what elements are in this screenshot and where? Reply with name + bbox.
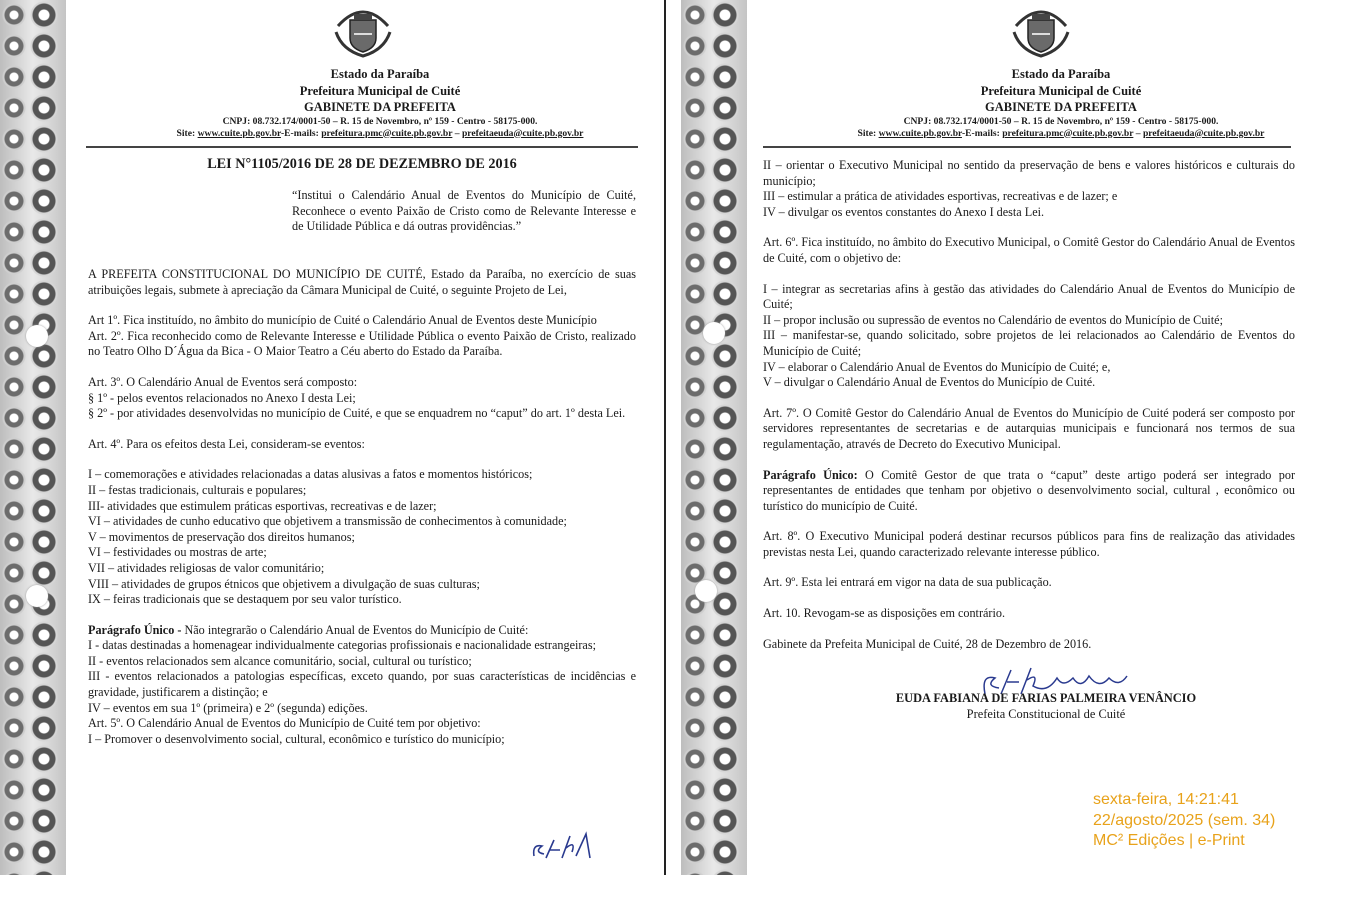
header-prefecture: Prefeitura Municipal de Cuité	[980, 83, 1142, 98]
article: Art. 6º. Fica instituído, no âmbito do Executivo Municipal, o Comitê Gestor do Calendário Anual de Eventos de Cuité, com o objetivo de:	[763, 235, 1295, 265]
header-prefecture: Prefeitura Municipal de Cuité	[299, 83, 461, 98]
list-item: IX – feiras tradicionais que se destaquem por seu valor turístico.	[88, 592, 402, 607]
document-header	[80, 66, 664, 140]
article: Art 1º. Fica instituído, no âmbito do município de Cuité o Calendário Anual de Eventos deste Município	[88, 313, 597, 328]
list-item: IV – elaborar o Calendário Anual de Eventos do Município de Cuité; e,	[763, 359, 1111, 374]
law-ementa: “Institui o Calendário Anual de Eventos do Município de Cuité, Reconhece o evento Paixão de Cristo como de Relevante Interesse e de Utilidade Pública e dá outras providências.”	[292, 188, 636, 234]
article: Art. 5º. O Calendário Anual de Eventos do Município de Cuité tem por objetivo:	[88, 716, 481, 731]
list-item: V – divulgar o Calendário Anual de Eventos do Município de Cuité.	[763, 375, 1096, 390]
list-item: I – integrar as secretarias afins à gestão das atividades do Calendário Anual de Eventos do Município de Cuité;	[763, 281, 1295, 312]
list-item: II - eventos relacionados sem alcance comunitário, social, cultural ou turístico;	[88, 653, 472, 668]
stamp-date: 22/agosto/2025 (sem. 34)	[1093, 811, 1276, 829]
law-title: LEI N°1105/2016 DE 28 DE DEZEMBRO DE 2016	[207, 156, 517, 172]
email-link[interactable]: prefeitura.pmc@cuite.pb.gov.br	[1002, 127, 1134, 139]
email-separator: –	[1135, 127, 1141, 139]
list-item: I – comemorações e atividades relacionadas a datas alusivas a fatos e momentos históricos;	[88, 467, 533, 482]
law-body-right	[763, 158, 1295, 652]
list-item: V – movimentos de preservação dos direitos humanos;	[88, 529, 355, 544]
emails-label: -E-mails:	[961, 127, 1000, 139]
header-divider	[86, 146, 638, 148]
paragraph-text: Não integrarão o Calendário Anual de Eventos do Município de Cuité:	[181, 622, 529, 637]
email-link[interactable]: prefeitaeuda@cuite.pb.gov.br	[461, 127, 584, 139]
signer-role: Prefeita Constitucional de Cuité	[966, 707, 1126, 721]
list-item: I – Promover o desenvolvimento social, cultural, econômico e turístico do município;	[88, 731, 505, 746]
signature-block	[861, 690, 1231, 722]
header-state: Estado da Paraíba	[1011, 67, 1111, 81]
article: Art. 8º. O Executivo Municipal poderá destinar recursos públicos para fins de realização das atividades previstas nesta Lei, quando caracterizado relevante interesse público.	[763, 529, 1295, 559]
document-page-left	[0, 0, 664, 875]
print-timestamp	[1093, 790, 1333, 852]
list-item: VI – festividades ou mostras de arte;	[88, 545, 267, 560]
article: Art. 3º. O Calendário Anual de Eventos será composto:	[88, 374, 358, 389]
stamp-publisher: MC² Edições | e-Print	[1093, 832, 1245, 849]
punch-hole	[703, 322, 725, 344]
list-item: I - datas destinadas a homenagear individualmente categorias profissionais e nacionalidade estrangeiras;	[88, 638, 596, 653]
email-link[interactable]: prefeitura.pmc@cuite.pb.gov.br	[321, 127, 453, 139]
list-item: III – estimular a prática de atividades esportivas, recreativas e de lazer; e	[763, 189, 1118, 204]
header-address: CNPJ: 08.732.174/0001-50 – R. 15 de Novembro, nº 159 - Centro - 58175-000.	[903, 115, 1219, 127]
signer-name: EUDA FABIANA DE FARIAS PALMEIRA VENÂNCIO	[895, 691, 1197, 705]
paragraph-unico	[88, 623, 636, 639]
article: Art. 2º. Fica reconhecido como de Relevante Interesse e Utilidade Pública o evento Paixão de Cristo, realizado no Teatro Olho D´Água da Bica - O Maior Teatro a Céu aberto do Estado da Paraíba.	[88, 328, 636, 359]
page-divider	[664, 0, 666, 875]
list-item: VIII – atividades de grupos étnicos que objetivem a divulgação de suas culturas;	[88, 576, 480, 591]
paragraph-label: Parágrafo Único -	[88, 622, 182, 637]
list-item: IV – eventos em sua 1º (primeira) e 2º (segunda) edições.	[88, 700, 368, 715]
header-contacts	[761, 128, 1345, 140]
closing-line: Gabinete da Prefeita Municipal de Cuité, 28 de Dezembro de 2016.	[763, 636, 1092, 651]
punch-hole	[26, 585, 48, 607]
article: Art. 4º. Para os efeitos desta Lei, consideram-se eventos:	[88, 436, 365, 451]
stamp-datetime: sexta-feira, 14:21:41	[1093, 791, 1239, 808]
site-link[interactable]: www.cuite.pb.gov.br	[197, 127, 281, 139]
list-item: VII – atividades religiosas de valor comunitário;	[88, 560, 325, 575]
header-divider	[763, 146, 1291, 148]
header-address: CNPJ: 08.732.174/0001-50 – R. 15 de Novembro, nº 159 - Centro - 58175-000.	[222, 115, 538, 127]
list-item: II – propor inclusão ou supressão de eventos no Calendário de eventos do Município de Cuité;	[763, 312, 1223, 327]
site-link[interactable]: www.cuite.pb.gov.br	[878, 127, 962, 139]
law-body-left	[88, 267, 636, 747]
preamble: A PREFEITA CONSTITUCIONAL DO MUNICÍPIO DE CUITÉ, Estado da Paraíba, no exercício de suas atribuições legais, submete à apreciação da Câmara Municipal de Cuité, o seguinte Projeto de Lei,	[88, 267, 636, 297]
decorative-border	[681, 0, 747, 875]
decorative-border	[0, 0, 66, 875]
document-header	[761, 66, 1345, 140]
list-item: IV – divulgar os eventos constantes do Anexo I desta Lei.	[763, 204, 1045, 219]
list-item: VI – atividades de cunho educativo que objetivem a transmissão de conhecimentos à comunidade;	[88, 514, 567, 529]
site-label: Site:	[176, 127, 196, 139]
email-separator: –	[454, 127, 460, 139]
header-state: Estado da Paraíba	[330, 67, 430, 81]
article: Art. 10. Revogam-se as disposições em contrário.	[763, 606, 1006, 621]
coat-of-arms-icon	[1008, 4, 1074, 58]
header-contacts	[80, 128, 664, 140]
paragraph: § 1º - pelos eventos relacionados no Anexo I desta Lei;	[88, 390, 356, 405]
paragraph-label: Parágrafo Único:	[763, 467, 858, 482]
list-item: III - eventos relacionados a patologias específicas, exceto quando, por suas características de incidências e gravidade, justificarem a distinção; e	[88, 669, 636, 700]
paragraph: § 2º - por atividades desenvolvidas no município de Cuité, e que se enquadrem no “caput” do art. 1º desta Lei.	[88, 406, 626, 421]
email-link[interactable]: prefeitaeuda@cuite.pb.gov.br	[1142, 127, 1265, 139]
list-item: III – manifestar-se, quando solicitado, sobre projetos de lei relacionados ao Calendário de Eventos do Município de Cuité;	[763, 328, 1295, 358]
list-item: II – orientar o Executivo Municipal no sentido da preservação de bens e valores históricos e culturais do município;	[763, 158, 1295, 188]
list-item: II – festas tradicionais, culturais e populares;	[88, 482, 307, 497]
paragraph-text: O Comitê Gestor de que trata o “caput” deste artigo poderá ser integrado por representantes de entidades que tenham por objetivo o desenvolvimento social, cultural , econômico ou turístico do município de Cuité.	[763, 467, 1296, 513]
punch-hole	[26, 325, 48, 347]
header-office: GABINETE DA PREFEITA	[304, 100, 456, 114]
article: Art. 9º. Esta lei entrará em vigor na data de sua publicação.	[763, 575, 1052, 590]
coat-of-arms-icon	[330, 4, 396, 58]
article: Art. 7º. O Comitê Gestor do Calendário Anual de Eventos do Município de Cuité poderá ser composto por servidores representantes de secretarias e de autarquias municipais e funcionará nos termos de sua regulamentação, através de Decreto do Executivo Municipal.	[763, 405, 1295, 451]
emails-label: -E-mails:	[280, 127, 319, 139]
document-page-right	[681, 0, 1345, 875]
header-office: GABINETE DA PREFEITA	[985, 100, 1137, 114]
paragraph-unico	[763, 468, 1295, 515]
list-item: III- atividades que estimulem práticas esportivas, recreativas e de lazer;	[88, 498, 437, 513]
site-label: Site:	[857, 127, 877, 139]
initials-signature	[528, 830, 600, 864]
punch-hole	[695, 580, 717, 602]
